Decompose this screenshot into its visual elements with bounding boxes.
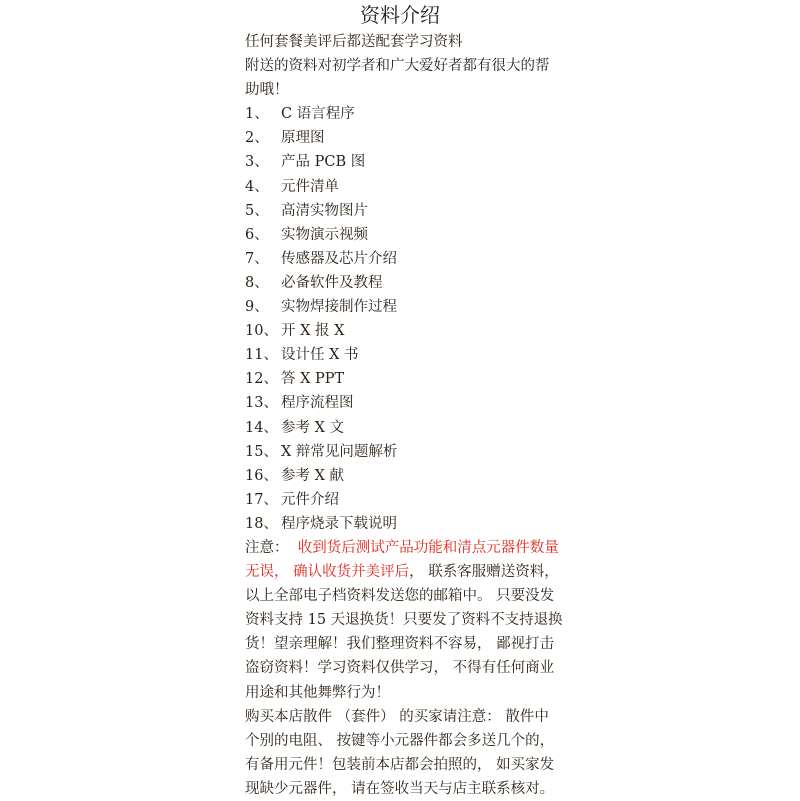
list-item (245, 343, 595, 367)
list-item (245, 247, 595, 271)
item-number: 12、 (245, 371, 278, 388)
intro-line: 任何套餐美评后都送配套学习资料 (245, 34, 463, 50)
item-label: 高清实物图片 (281, 202, 368, 219)
item-number: 11、 (245, 347, 278, 364)
item-label: 元件介绍 (281, 491, 339, 508)
item-label: 产品 PCB 图 (281, 154, 366, 171)
item-number: 1、 (245, 106, 269, 123)
item-number: 9、 (245, 299, 269, 316)
item-label: 必备软件及教程 (281, 274, 383, 291)
notice-line (245, 536, 595, 560)
notice-line: 以上全部电子档资料发送您的邮箱中。 只要没发 (245, 588, 555, 605)
item-label: 设计任 X 书 (281, 347, 359, 364)
list-item (245, 391, 595, 415)
notice-line: 用途和其他舞弊行为！ (245, 684, 390, 701)
list-item (245, 319, 595, 343)
item-number: 16、 (245, 467, 278, 484)
item-number: 3、 (245, 154, 269, 171)
item-label: 传感器及芯片介绍 (281, 250, 397, 267)
item-number: 15、 (245, 443, 278, 460)
item-number: 13、 (245, 395, 278, 412)
item-number: 6、 (245, 226, 269, 243)
list-item (245, 223, 595, 247)
item-label: 程序流程图 (281, 395, 354, 412)
notice-prefix: 注意： (245, 539, 289, 556)
item-number: 10、 (245, 323, 278, 340)
item-label: 实物焊接制作过程 (281, 299, 397, 316)
item-number: 2、 (245, 130, 269, 147)
item-number: 14、 (245, 419, 278, 436)
item-label: 参考 X 文 (281, 419, 345, 436)
list-item (245, 199, 595, 223)
item-number: 17、 (245, 491, 278, 508)
resource-list (245, 102, 595, 536)
item-number: 4、 (245, 178, 269, 195)
list-item (245, 102, 595, 126)
item-label: 答 X PPT (281, 371, 345, 388)
item-number: 18、 (245, 515, 278, 532)
document-body (245, 30, 595, 801)
notice-line: 现缺少元器件， 请在签收当天与店主联系核对。 (245, 780, 555, 797)
page-title: 资料介绍 (360, 3, 440, 27)
intro-line: 附送的资料对初学者和广大爱好者都有很大的帮 (245, 58, 550, 75)
list-item (245, 126, 595, 150)
list-item (245, 416, 595, 440)
list-item (245, 367, 595, 391)
notice-text: ， 联系客服赠送资料， (409, 564, 559, 581)
notice-highlight: 收到货后测试产品功能和清点元器件数量 (297, 539, 559, 556)
list-item (245, 271, 595, 295)
notice-line: 盗窃资料！学习资料仅供学习， 不得有任何商业 (245, 660, 555, 677)
item-number: 7、 (245, 250, 269, 267)
list-item (245, 150, 595, 174)
list-item (245, 488, 595, 512)
notice-line: 购买本店散件 （套件） 的买家请注意： 散件中 (245, 708, 549, 725)
list-item (245, 295, 595, 319)
notice-line (245, 560, 595, 584)
item-label: 实物演示视频 (281, 226, 368, 243)
item-number: 8、 (245, 274, 269, 291)
item-label: 开 X 报 X (281, 323, 345, 340)
notice-line: 货！望亲理解！我们整理资料不容易， 鄙视打击 (245, 636, 555, 653)
item-label: 元件清单 (281, 178, 339, 195)
notice-paragraph (245, 584, 595, 801)
item-label: X 辩常见问题解析 (281, 443, 398, 460)
list-item (245, 175, 595, 199)
item-label: C 语言程序 (281, 106, 355, 123)
intro-line: 助哦！ (245, 82, 289, 99)
notice-line: 资料支持 15 天退换货！只要发了资料不支持退换 (245, 612, 563, 629)
item-label: 程序烧录下载说明 (281, 515, 397, 532)
list-item (245, 464, 595, 488)
item-label: 参考 X 献 (281, 467, 345, 484)
notice-line: 个别的电阻、 按键等小元器件都会多送几个的， (245, 732, 555, 749)
notice-line: 有备用元件！包装前本店都会拍照的， 如买家发 (245, 756, 555, 773)
item-number: 5、 (245, 202, 269, 219)
list-item (245, 512, 595, 536)
list-item (245, 440, 595, 464)
notice-highlight: 无误， 确认收货并美评后 (245, 564, 410, 581)
item-label: 原理图 (281, 130, 325, 147)
